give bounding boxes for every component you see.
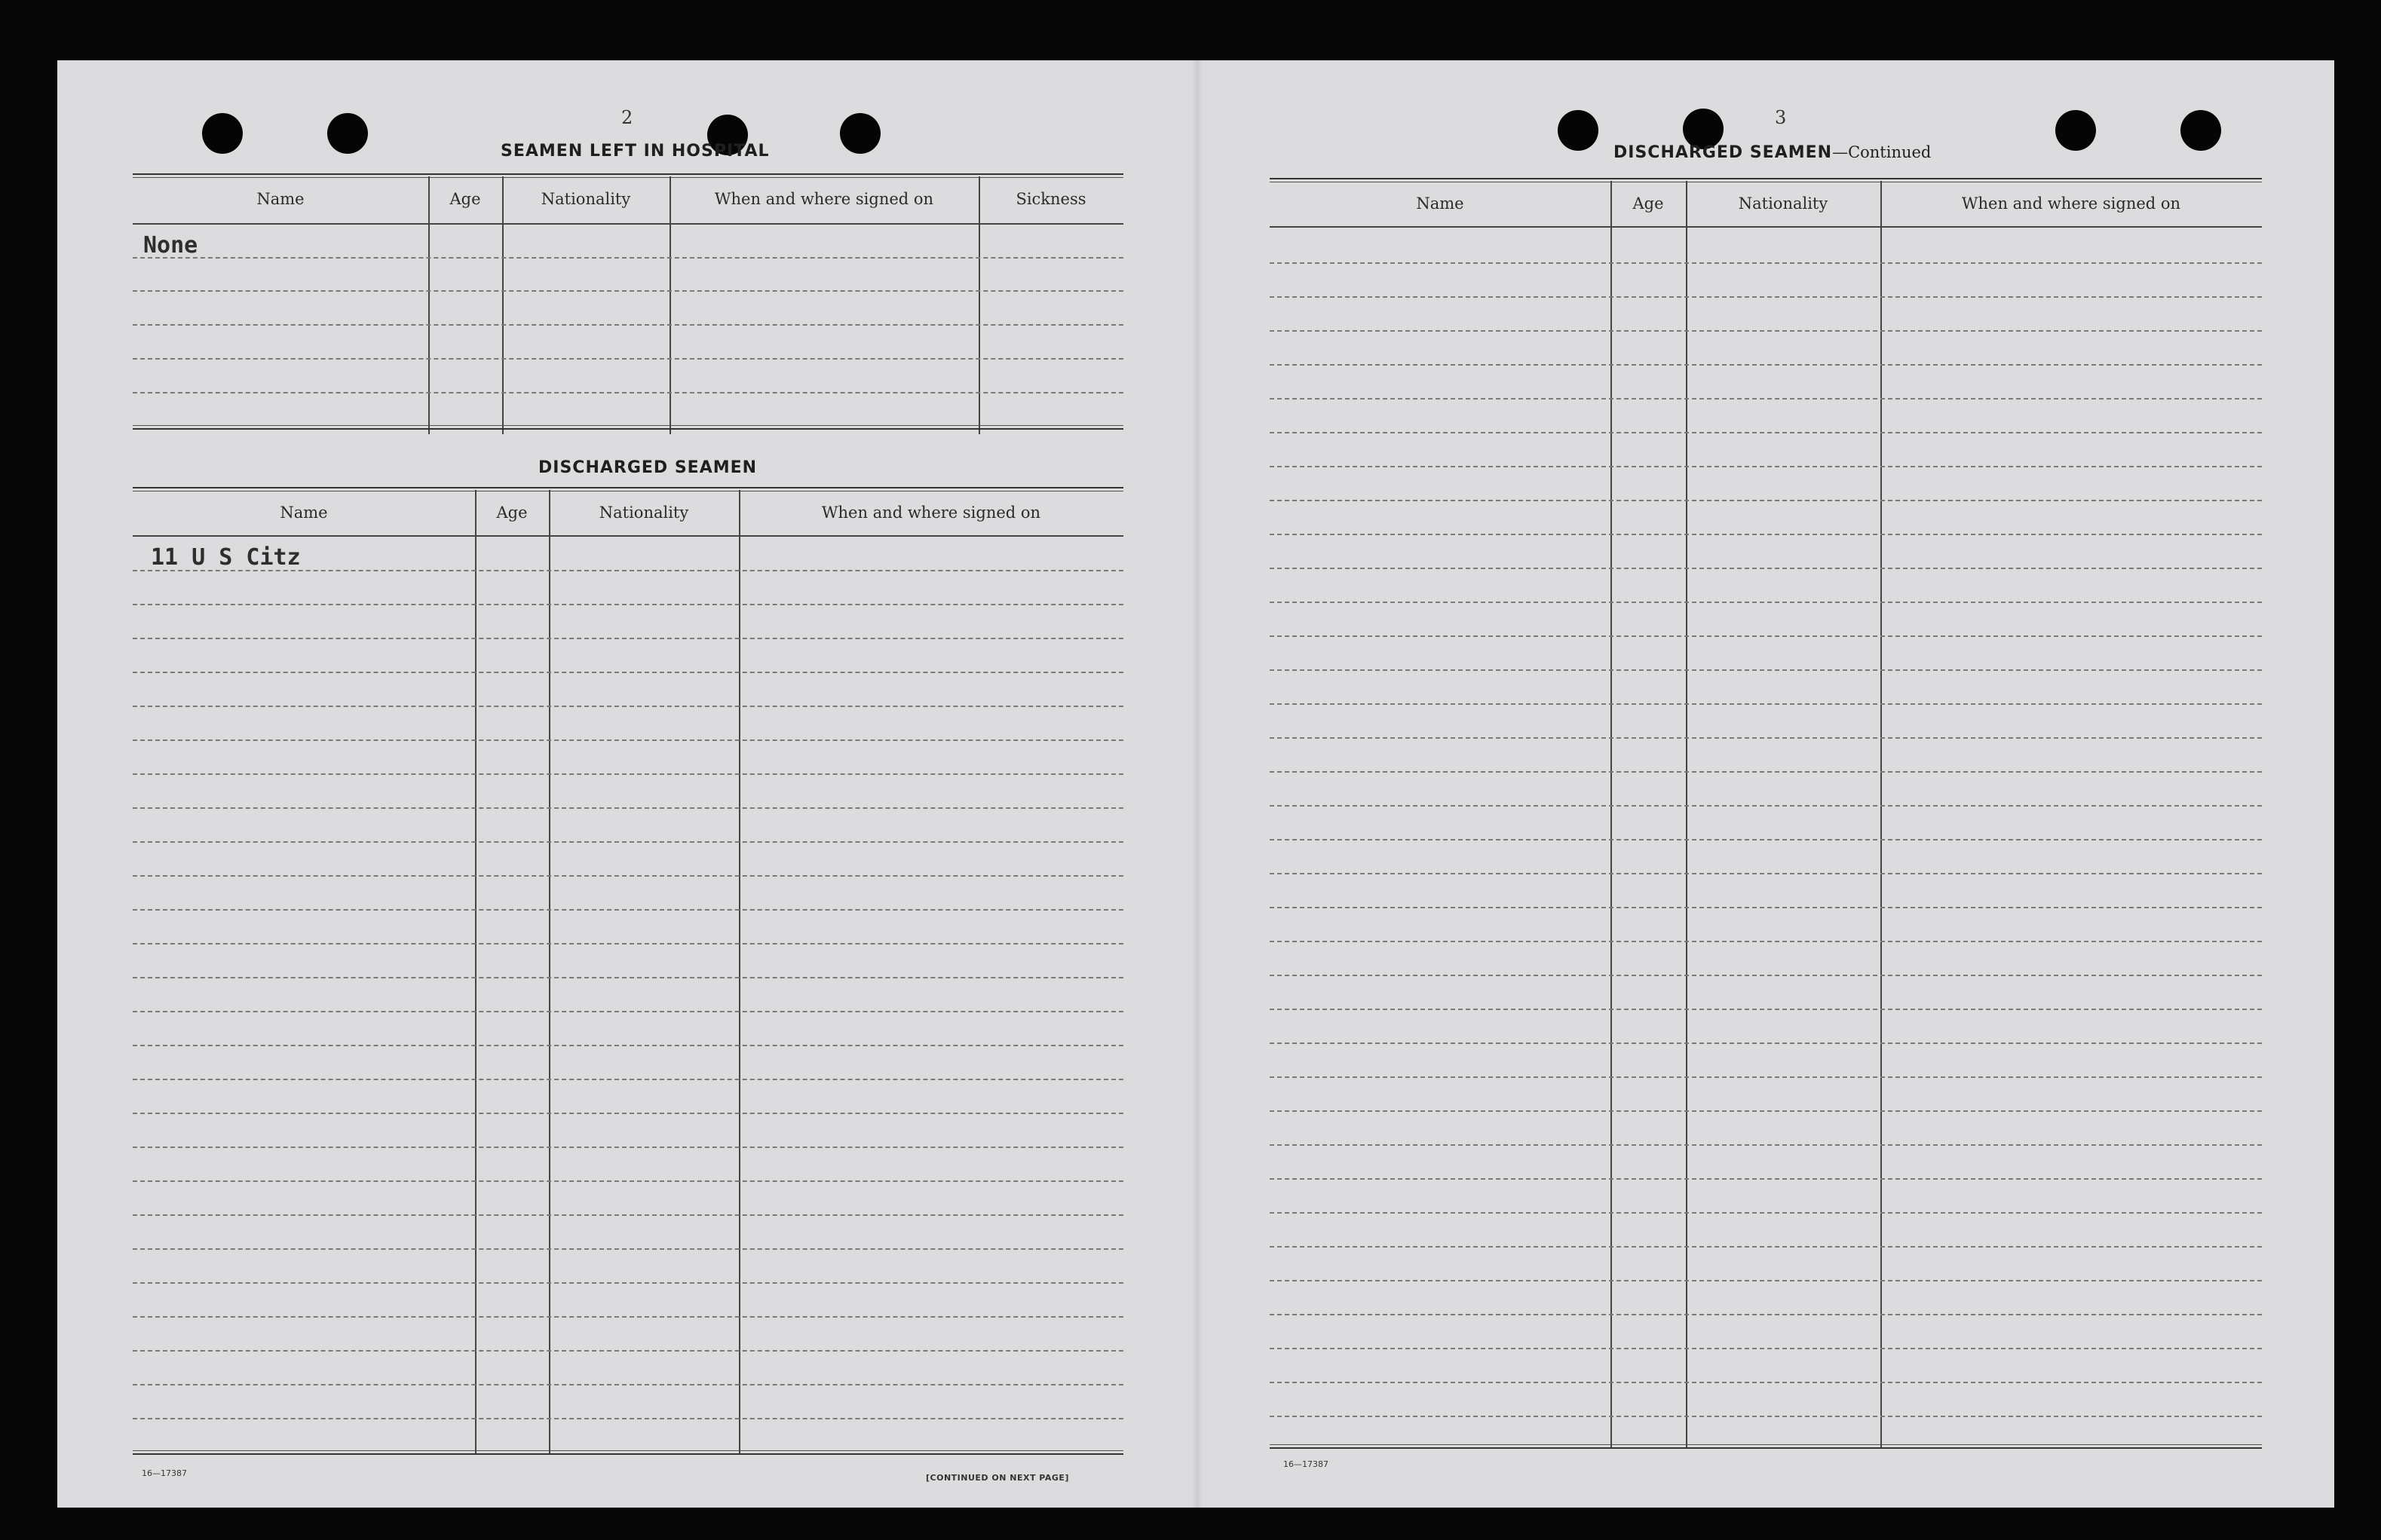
ruled-line xyxy=(133,1045,1123,1046)
punch-hole xyxy=(2180,110,2221,151)
table-row: None xyxy=(143,232,198,259)
ruled-line xyxy=(133,1282,1123,1284)
ruled-line xyxy=(133,1316,1123,1318)
ruled-line xyxy=(133,773,1123,775)
column-header-name: Name xyxy=(280,504,328,522)
ruled-line xyxy=(1270,907,2262,908)
column-header-age: Age xyxy=(496,504,528,522)
ruled-line xyxy=(1270,534,2262,535)
ruled-line xyxy=(1270,703,2262,705)
ruled-line xyxy=(1270,330,2262,332)
column-header-nationality: Nationality xyxy=(599,504,689,522)
table-row: 11 U S Citz xyxy=(151,544,301,571)
ruled-line xyxy=(133,841,1123,843)
ruled-line xyxy=(1270,432,2262,433)
column-header-signed-on: When and where signed on xyxy=(1961,194,2181,213)
ruled-line xyxy=(1270,1212,2262,1214)
punch-hole xyxy=(1558,110,1598,151)
hospital-section-title: SEAMEN LEFT IN HOSPITAL xyxy=(501,142,770,161)
column-header-age: Age xyxy=(1632,194,1664,213)
ruled-line xyxy=(1270,839,2262,840)
ruled-line xyxy=(133,1214,1123,1216)
ruled-line xyxy=(133,943,1123,945)
form-number: 16—17387 xyxy=(1283,1459,1328,1469)
ruled-line xyxy=(133,1011,1123,1012)
ruled-line xyxy=(1270,364,2262,366)
ruled-line xyxy=(1270,771,2262,773)
ruled-line xyxy=(133,1079,1123,1080)
ruled-line xyxy=(1270,1178,2262,1180)
punch-hole xyxy=(2055,110,2096,151)
column-header-signed-on: When and where signed on xyxy=(821,504,1041,522)
ruled-line xyxy=(133,1180,1123,1182)
page-fold xyxy=(1192,60,1203,1508)
hospital-table xyxy=(133,173,1123,437)
ruled-line xyxy=(1270,296,2262,298)
ruled-line xyxy=(1270,1382,2262,1383)
discharged-continued-table xyxy=(1270,178,2262,1452)
ruled-line xyxy=(1270,873,2262,874)
continued-note: [CONTINUED ON NEXT PAGE] xyxy=(926,1473,1069,1483)
column-header-age: Age xyxy=(449,190,481,208)
ruled-line xyxy=(1270,737,2262,739)
column-header-nationality: Nationality xyxy=(1738,194,1828,213)
ruled-line xyxy=(1270,975,2262,976)
discharged-section-title: DISCHARGED SEAMEN xyxy=(538,458,758,477)
document-sheet xyxy=(57,60,2334,1508)
ruled-line xyxy=(133,909,1123,911)
ruled-line xyxy=(133,1384,1123,1385)
punch-hole xyxy=(840,113,881,154)
ruled-line xyxy=(133,739,1123,741)
ruled-line xyxy=(1270,941,2262,942)
ruled-line xyxy=(133,1147,1123,1148)
ruled-line xyxy=(1270,805,2262,807)
ruled-line xyxy=(1270,1348,2262,1349)
ruled-line xyxy=(1270,1076,2262,1078)
ruled-line xyxy=(1270,1110,2262,1112)
ruled-line xyxy=(1270,1144,2262,1146)
ruled-line xyxy=(133,875,1123,877)
right-page-number: 3 xyxy=(1775,107,1787,128)
left-page-number: 2 xyxy=(621,107,633,128)
ruled-line xyxy=(1270,1246,2262,1248)
form-number: 16—17387 xyxy=(142,1468,187,1478)
ruled-line xyxy=(1270,1314,2262,1315)
ruled-line xyxy=(133,1350,1123,1352)
ruled-line xyxy=(133,1418,1123,1419)
ruled-line xyxy=(1270,669,2262,671)
column-header-name: Name xyxy=(1416,194,1464,213)
ruled-line xyxy=(133,672,1123,673)
ruled-line xyxy=(1270,1042,2262,1044)
column-header-nationality: Nationality xyxy=(541,190,631,208)
ruled-line xyxy=(1270,500,2262,501)
ruled-line xyxy=(1270,602,2262,603)
ruled-line xyxy=(133,977,1123,978)
punch-hole xyxy=(202,113,243,154)
ruled-line xyxy=(133,638,1123,639)
discharged-table xyxy=(133,487,1123,1459)
ruled-line xyxy=(133,604,1123,605)
ruled-line xyxy=(1270,262,2262,264)
column-header-sickness: Sickness xyxy=(1016,190,1086,208)
ruled-line xyxy=(133,1113,1123,1114)
punch-hole xyxy=(327,113,368,154)
ruled-line xyxy=(133,1248,1123,1250)
ruled-line xyxy=(1270,466,2262,467)
ruled-line xyxy=(133,807,1123,809)
column-header-name: Name xyxy=(256,190,305,208)
ruled-line xyxy=(1270,1280,2262,1281)
ruled-line xyxy=(1270,568,2262,569)
ruled-line xyxy=(1270,1416,2262,1417)
ruled-line xyxy=(1270,635,2262,637)
continued-section-title: DISCHARGED SEAMEN—Continued xyxy=(1613,143,1932,162)
ruled-line xyxy=(133,706,1123,707)
column-header-signed-on: When and where signed on xyxy=(714,190,934,208)
ruled-line xyxy=(1270,1009,2262,1010)
ruled-line xyxy=(1270,398,2262,400)
